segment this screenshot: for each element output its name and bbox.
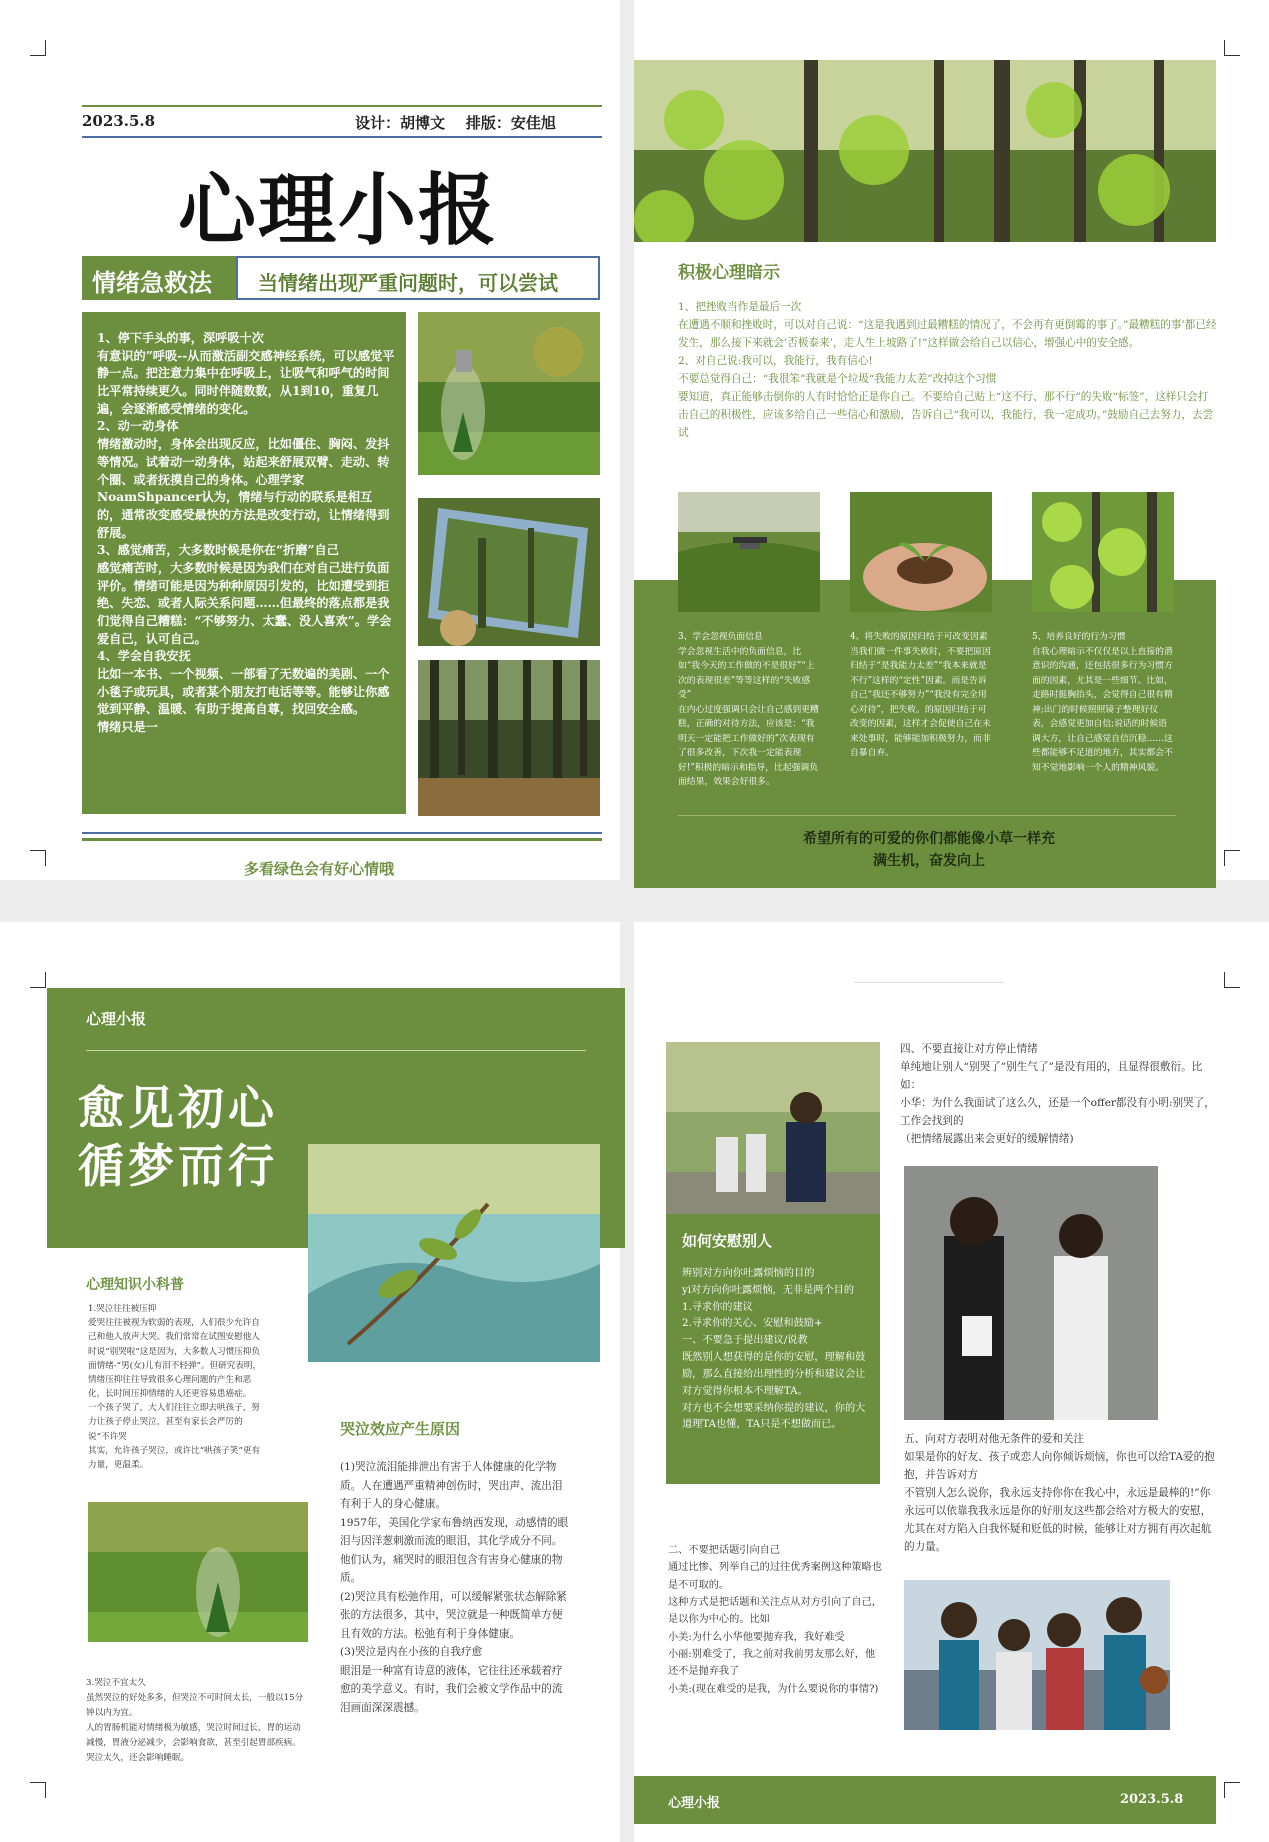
mirror-forest-photo: [418, 498, 600, 646]
science-body: 1.哭泣往往被压抑 爱哭往往被视为软弱的表现，人们很少允许自己和他人放声大哭。我们常常在试图安慰他人时说“别哭啦”这是因为，大多数人习惯压抑负面情绪-“男(女)儿有泪不轻弹”。但研究表明，情绪压抑往往导致很多心理问题的产生和恶化，长时间压抑情绪的人还更容易患癌症。 一个孩子哭了，大人们往往立即去哄孩子，努力让孩子停止哭泣，甚至有家长会严厉的说“不许哭 其实，允许孩子哭泣，或许比“哄孩子笑”更有力量，更温柔。: [88, 1304, 262, 1470]
advice-four: 四、不要直接让对方停止情绪 单纯地让别人“别哭了”别生气了”是没有用的，且显得很敷衍。比如： 小华：为什么我面试了这么久，还是一个offer都没有小明:别哭了，工作会找到的 （把情绪展露出来会更好的缓解情绪): [900, 1043, 1215, 1145]
advice-two: 二、不要把话题引向自己 通过比惨、列举自己的过往优秀案例这种策略也是不可取的。 这种方式是把话题和关注点从对方引向了自己，是以你为中心的。比如 小美:为什么小华他要抛弃我，我好难受 小丽:别难受了，我之前对我前男友那么好，他还不是抛弃我了 小美:(现在难受的是我，为什么要说你的事情?): [668, 1545, 882, 1695]
credits: 设计：胡博文 排版：安佳旭: [355, 114, 556, 132]
page-2: [634, 0, 1269, 880]
blossom-water-photo: [308, 1144, 600, 1362]
page-1: [0, 0, 620, 880]
page-4: [634, 922, 1269, 1842]
page3-title: 愈见初心 循梦而行: [78, 1081, 278, 1193]
page-3: [0, 922, 620, 1842]
footer-brand: 心理小报: [668, 1796, 721, 1811]
comfort-heading: 如何安慰别人: [682, 1232, 773, 1250]
small-lightbulb-photo: [88, 1502, 308, 1642]
comfort-body: 辨别对方向你吐露烦恼的目的 yi对方向你吐露烦恼，无非是两个目的 1.寻求你的建议 2.寻求你的关心、安慰和鼓励+ 一、不要急于提出建议/说教 既然别人想获得的是你的安慰，理解和鼓励，那么直接给出理性的分析和建议会让对方觉得你根本不理解TA。 对方也不会想要采纳你提的建议，你的大道理TA也懂，TA只是不想做而已。: [682, 1268, 866, 1431]
leafy-trees-photo: [1032, 492, 1174, 612]
tip-column-5: 5、培养良好的行为习惯 自我心理暗示不仅仅是以上直接的潜意识的沟通，还包括很多行为习惯方面的因素，尤其是一些细节。比如，走路时挺胸抬头，会觉得自己很有精神;出门的时候照照镜子整理好仪表，会感觉更加自信;说话的时候语调大方，让自己感觉自信沉稳……这些都能够不足道的地方，其实都会不知不觉地影响一个人的精神风貌。: [1032, 632, 1173, 773]
page1-footer: 多看绿色会有好心情哦: [244, 860, 395, 878]
section-subtitle: 当情绪出现严重问题时，可以尝试: [258, 271, 558, 295]
smiling-students-photo: [904, 1580, 1170, 1730]
seedling-hand-photo: [850, 492, 992, 612]
students-waving-photo: [666, 1042, 880, 1214]
positive-body: 1、把挫败当作是最后一次 在遭遇不顺和挫败时，可以对自己说：“这是我遇到过最糟糕的情况了，不会再有更倒霉的事了。”最糟糕的事’都已经发生，那么接下来就会’否极泰来’，走人生上坡路了!”这样做会给自己以信心，增强心中的安全感。 2、对自己说:我可以，我能行，我有信心! 不要总觉得自己：“我很笨”我就是个垃圾“我能力太差”改掉这个习惯 要知道，真正能够击倒你的人有时恰恰正是你自己。不要给自己贴上“这不行、那不行”的失败“标签”，这样只会打击自己的积极性，应该多给自己一些信心和激励，告诉自己“我可以，我能行，我一定成功。”鼓励自己去努力，去尝试: [678, 301, 1217, 439]
article-body: 1、停下手头的事，深呼吸十次 有意识的”呼吸--从而激活副交感神经系统，可以感觉平静一点。把注意力集中在呼吸上，让吸气和呼气的时间比平常持续更久。同时伴随数数，从1到10，重复几遍，会逐渐感受情绪的变化。 2、动一动身体 情绪激动时，身体会出现反应，比如僵住、胸闷、发抖等情况。试着动一动身体，站起来舒展双臂、走动、转个圈、或者抚摸自己的身体。心理学家NoamShpancer认为，情绪与行动的联系是相互的，通常改变感受最快的方法是改变行动，让情绪得到舒展。 3、感觉痛苦，大多数时候是你在“折磨”自己 感觉痛苦时，大多数时候是因为我们在对自己进行负面评价。情绪可能是因为种种原因引发的，比如遭受到拒绝、失恋、或者人际关系问题……但最终的落点都是我们觉得自己糟糕：“不够努力、太蠢、没人喜欢”。学会爱自己，认可自己。 4、学会自我安抚 比如一本书、一个视频、一部看了无数遍的美剧、一个小毯子或玩具，或者某个朋友打电话等等。能够让你感觉到平静、温暖、有助于提高自尊，找回安全感。 情绪只是一: [97, 331, 395, 735]
tip-column-3: 3、学会忽视负面信息 学会忽视生活中的负面信息，比如“我今天的工作做的不是很好”“上次的表现很差”等等这样的“失败感受” 在内心过度强调只会让自己感到更糟糕，正确的对待方法，应该是：“我明天一定能把工作做好的”次表现有了很多改善，下次我一定能表现好!”积极的暗示和指导，比起强调负面结果，效果会好很多。: [678, 632, 819, 787]
positive-heading: 积极心理暗示: [678, 263, 780, 283]
page-title: 心理小报: [178, 166, 499, 256]
advice-five: 五、向对方表明对他无条件的爱和关注 如果是你的好友、孩子或恋人向你倾诉烦恼，你也可以给TA爱的抱抱，并告诉对方 不管别人怎么说你，我永远支持你你在我心中，永远是最棒的!”你永远可以依靠我我永远是你的好朋友这些都会给对方极大的安慰，尤其在对方陷入自我怀疑和贬低的时候，能够让对方拥有再次起航的力量。: [904, 1433, 1215, 1553]
page2-footer-slogan: 希望所有的可爱的你们都能像小草一样充 满生机，奋发向上: [803, 831, 1055, 870]
lightbulb-plant-photo: [418, 312, 600, 475]
brand-label: 心理小报: [86, 1010, 147, 1028]
forest-header-photo: [634, 60, 1216, 242]
crying-duration-body: 3.哭泣不宜太久 虽然哭泣的好处多多，但哭泣不可时间太长，一般以15分钟以内为宜。 人的胃肠机能对情绪极为敏感，哭泣时间过长，胃的运动减慢，胃液分泌减少，会影响食欲，甚至引起胃部疾病。哭泣太久，还会影响睡眠。: [86, 1678, 304, 1764]
science-heading: 心理知识小科普: [86, 1277, 184, 1293]
footer-date: 2023.5.8: [1120, 1792, 1184, 1807]
section-tag-label: 情绪急救法: [92, 268, 212, 297]
two-women-talking-photo: [904, 1166, 1158, 1420]
cause-heading: 哭泣效应产生原因: [340, 1420, 461, 1438]
issue-date: 2023.5.8: [82, 112, 156, 130]
cause-body: (1)哭泣流泪能排泄出有害于人体健康的化学物质。人在遭遇严重精神创伤时，哭出声、流出泪有利于人的身心健康。 1957年，美国化学家布鲁纳西发现，动感情的眼泪与因洋葱刺激而流的眼泪，其化学成分不同。他们认为，痛哭时的眼泪包含有害身心健康的物质。 (2)哭泣具有松弛作用，可以缓解紧张状态解除紧张的方法很多，其中，哭泣就是一种既简单方便且有效的方法。松弛有利于身体健康。 (3)哭泣是内在小孩的自我疗愈 眼泪是一种富有诗意的液体，它往往还承载着疗愈的美学意义。有时，我们会被文学作品中的流泪画面深深震撼。: [340, 1461, 569, 1714]
forest-path-photo: [418, 660, 600, 816]
drone-field-photo: [678, 492, 820, 612]
tip-column-4: 4、将失败的原因归结于可改变因素 当我们做一件事失败时，不要把原因归结于“是我能力太差”“我本来就是不行”这样的“定性”因素。而是告诉自己“我还不够努力”“我没有完全用心对待”，把失败。的原因归结于可改变的因素，这样才会促使自己在未来处事时，能够能加积极努力，而非自暴自弃。: [850, 632, 991, 758]
